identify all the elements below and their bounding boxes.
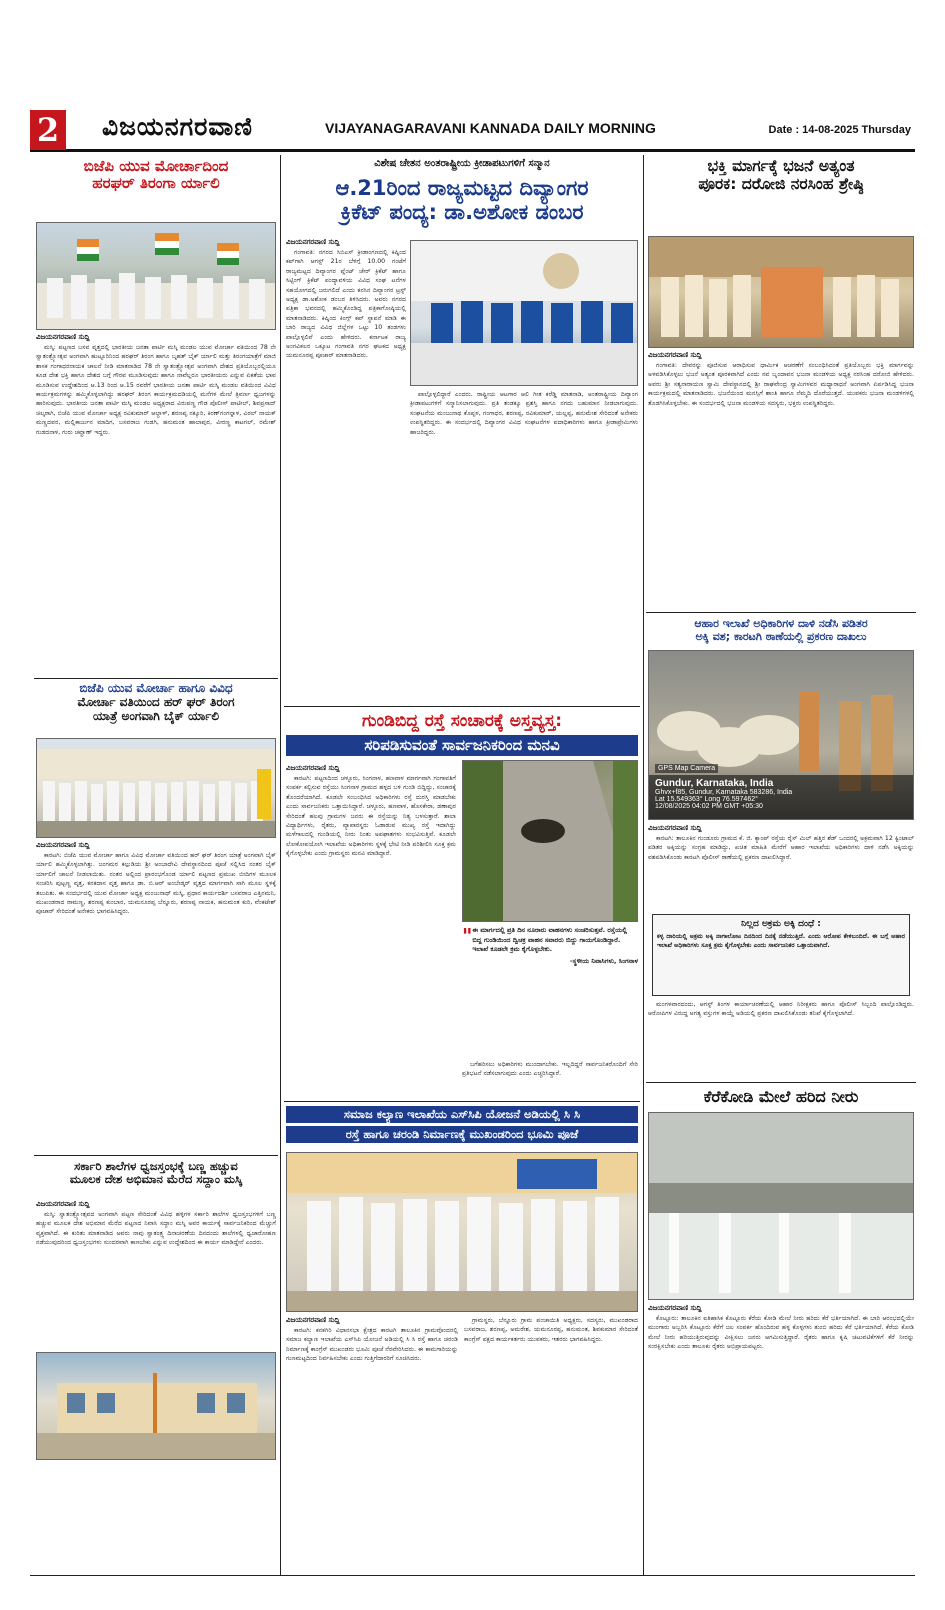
photo-press-meet [410, 240, 638, 386]
pothole-illustration [463, 761, 638, 922]
headline-bjp-rally [36, 158, 276, 193]
quote-mark-icon: " [462, 924, 473, 948]
article-credit: ವಿಜಯನಗರವಾಣಿ ಸುದ್ದಿ [286, 1316, 340, 1324]
article-credit: ವಿಜಯನಗರವಾಣಿ ಸುದ್ದಿ [648, 1304, 702, 1312]
photo-tiranga-rally [36, 222, 276, 330]
article-body [462, 1060, 638, 1096]
headline-line: ಸರ್ಕಾರಿ ಶಾಲೆಗಳ ಧ್ವಜಸ್ತಂಭಕ್ಕೆ ಬಣ್ಣ ಹಚ್ಚುವ [74, 1159, 238, 1173]
body-paragraph: ಕೊಟ್ಟೂರು: ತಾಲೂಕಿನ ಐತಿಹಾಸಿಕ ಕೊಟ್ಟೂರು ಕೆರೆಯ ಕೋಡಿ ಮೇಲೆ ನೀರು ಹರಿದು ಕೆರೆ ಭರ್ತಿಯಾಗಿದೆ. ಈ ಬಾರಿ ಆರಂಭದಲ್ಲಿಯೇ ಮುಂಗಾರು ಅಬ್ಬರಿಸಿ ಕೊಟ್ಟೂರು ಕೆರೆಗೆ ಜಲ ಸಂಪರ್ಕ ಹೊಂದಿರುವ ಹಳ್ಳ ಕೊಳ್ಳಗಳು ತುಂಬಿ ಹರಿದು ಕೆರೆ ಭರ್ತಿಯಾಗಿದೆ. ಕೆರೆಯ ಕೋಡಿ ಮೇಲೆ ನೀರು ಹರಿಯುತ್ತಿರುವುದನ್ನು ವೀಕ್ಷಿಸಲು ಜನರು ಆಗಮಿಸುತ್ತಿದ್ದಾರೆ. ರೈತರು ಹಾಗೂ ಕೃಷಿ ಚಟುವಟಿಕೆಗಳಿಗೆ ಕೆರೆ ನೀರನ್ನು ಸಂರಕ್ಷಿಸಬೇಕು ಎಂದು ತಾಲೂಕು ರೈತರು ಅಭಿಪ್ರಾಯಪಟ್ಟರು. [648, 1315, 914, 1351]
article-body [648, 1314, 914, 1571]
issue-date: Date : 14-08-2025 Thursday [768, 124, 911, 136]
article-body [36, 1210, 276, 1350]
body-paragraph: ಮಂಗಳವಾರದಂದು, ಆಗಸ್ಟ್ ತಿಂಗಳ ಕಾರ್ಯಾಚರಣೆಯಲ್ಲಿ ಆಹಾರ ನಿರೀಕ್ಷಕರು ಹಾಗೂ ಪೊಲೀಸ್ ಸಿಬ್ಬಂದಿ ಪಾಲ್ಗೊಂಡಿದ್ದರು. ಆರೋಪಿಗಳ ವಿರುದ್ಧ ಅಗತ್ಯ ವಸ್ತುಗಳ ಕಾಯ್ದೆ ಅಡಿಯಲ್ಲಿ ಪ್ರಕರಣ ದಾಖಲಿಸಿಕೊಂಡು ತನಿಖೆ ಕೈಗೊಳ್ಳಲಾಗಿದೆ. [648, 1001, 914, 1018]
headline-line: ಹರಘರ್ ತಿರಂಗಾ ರ್ಯಾಲಿ [92, 174, 220, 193]
masthead [30, 110, 915, 152]
article-body [36, 851, 276, 1149]
headline-flagpole-paint [36, 1160, 276, 1186]
quote-author: -ಸ್ಥಳೀಯ ನಿವಾಸಿಗಳು, ಸಿಂಗನಾಳ [569, 956, 638, 965]
headline-line: ಮೂಲಕ ದೇಶ ಅಭಿಮಾನ ಮೆರೆದ ಸದ್ದಾಂ ಮಸ್ಕಿ [69, 1172, 243, 1187]
body-paragraph: ಗಂಗಾವತಿ: ದೇವರನ್ನು ಪೂಜಿಸುವ ಆರಾಧಿಸುವ ಧಾರ್ಮಿಕ ಆಚರಣೆಗೆ ಸಂಬಂಧಿಸಿದಂತೆ ಪ್ರತಿಯೊಬ್ಬರು ಭಕ್ತಿ ಮಾರ್ಗವನ್ನು ಅಳವಡಿಸಿಕೊಳ್ಳಲು ಭಜನೆ ಅತ್ಯಂತ ಪೂರಕವಾಗಿದೆ ಎಂದು ನವ ಬೃಂದಾವನ ಭಜನಾ ಮಂಡಳಿಯ ಅಧ್ಯಕ್ಷ ನರಸಿಂಹ ದರೋಜಿ ಹೇಳಿದರು. ಅವರು ಶ್ರೀ ಸತ್ಯನಾರಾಯಣ ಸ್ವಾಮಿ ದೇವಸ್ಥಾನದಲ್ಲಿ ಶ್ರೀ ರಾಘವೇಂದ್ರ ಸ್ವಾಮಿಗಳವರ ಮಧ್ಯಾರಾಧನೆ ಅಂಗವಾಗಿ ಏರ್ಪಡಿಸಿದ್ದ ಭಜನಾ ಕಾರ್ಯಕ್ರಮದಲ್ಲಿ ಮಾತನಾಡಿದರು. ಭಜನೆಯಿಂದ ಮನಸ್ಸಿಗೆ ಶಾಂತಿ ಹಾಗೂ ನೆಮ್ಮದಿ ದೊರೆಯುತ್ತದೆ. ಯುವಕರು ಭಜನಾ ಮಂಡಳಿಗಳಲ್ಲಿ ತೊಡಗಿಸಿಕೊಳ್ಳಬೇಕು. ಈ ಸಂದರ್ಭದಲ್ಲಿ ಭಜನಾ ಮಂಡಳಿಯ ಸದಸ್ಯರು, ಭಕ್ತರು ಉಪಸ್ಥಿತರಿದ್ದರು. [648, 362, 914, 407]
subheadline-scp-road: ರಸ್ತೆ ಹಾಗೂ ಚರಂಡಿ ನಿರ್ಮಾಣಕ್ಕೆ ಮುಖಂಡರಿಂದ ಭೂಮಿ ಪೂಜೆ [286, 1126, 638, 1143]
body-paragraph: ಮಸ್ಕಿ: ಪಟ್ಟಣದ ಬಸವ ವೃತ್ತದಲ್ಲಿ ಭಾರತೀಯ ಜನತಾ ಪಾರ್ಟಿ ಮಸ್ಕಿ ಮಂಡಲ ಯುವ ಮೋರ್ಚಾ ವತಿಯಿಂದ 78 ನೇ ಸ್ವಾತಂತ್ರ್ಯೋತ್ಸವ ಅಂಗವಾಗಿ ಹುಟ್ಟೂರಿನಿಂದ ಹರಘರ್ ತಿರಂಗ ಹಾಗೂ ಬೃಹತ್ ಬೈಕ್ ರ್ಯಾಲಿ ಮತ್ತು ತಿರಂಗಯಾತ್ರೆಗೆ ಮಾಜಿ ಶಾಸಕ ಗಂಗಾಧರನಾಯಕ ಚಾಲನೆ ನೀಡಿ ಮಾತನಾಡಿದ 78 ನೇ ಸ್ವಾತಂತ್ರ್ಯೋತ್ಸವ ಅಂಗವಾಗಿ ದೇಶದ ಪ್ರತಿಯೊಬ್ಬರಲ್ಲಿಯೂ ಕೂಡ ದೇಶ ಭಕ್ತಿ ಹಾಗೂ ದೇಶದ ಬಗ್ಗೆ ಗೌರವ ಮೂಡಿಸುವುದು ಹಾಗೂ ನಾವೆಲ್ಲರೂ ಭಾರತೀಯರು ಎನ್ನುವ ಏಕತೆಯ ಭಾವ ಮೂಡಿಸುವ ಉದ್ದೇಶದಿಂದ ಆ.13 ರಿಂದ ಆ.15 ರವರೆಗೆ ಭಾರತೀಯ ಜನತಾ ಪಾರ್ಟಿ ಮಸ್ಕಿ ಮಂಡಲ ವತಿಯಿಂದ ವಿವಿಧ ಕಾರ್ಯಕ್ರಮಗಳನ್ನು ಹಮ್ಮಿಕೊಳ್ಳಲಾಗಿದ್ದು ಹರಘರ್ ತಿರಂಗ ಕಾರ್ಯಕ್ರಮದಡಿಯಲ್ಲಿ ಮನೆಗಳ ಮೇಲೆ ತ್ರಿವರ್ಣ ಧ್ವಜಗಳನ್ನು ಹಾರಿಸುವುದು. ಭಾರತೀಯ ಜನತಾ ಪಾರ್ಟಿ ಮಸ್ಕಿ ಮಂಡಲ ಅಧ್ಯಕ್ಷರಾದ ವಿರುಪಣ್ಣ ಗೌಡ ಪೊಲೀಸ್ ಪಾಟೀಲ್, ಶಿವಪ್ರಸಾದ್ ಚಿಲ್ಕರಾಗಿ, ಬಿಜೆಪಿ ಯುವ ಮೋರ್ಚಾ ಅಧ್ಯಕ್ಷ ರವಿಕುಮಾರ್ ಆಲ್ದಾಳ್, ಶರಣಪ್ಪ ನಕ್ಕೂರಿ, ಕಿರಣ್‌ಗಂಗನ್ನಾಳ, ವಿಠಲ್ ನಾಯಕ್ ಮಣ್ಣದವರ, ಮಲ್ಲಿಕಾರ್ಜುನ ಮಾದಿಗ, ಬಸವರಾಜ ಗುಡಗಿ, ಹನುಮಂತ ಹಾಲಾಪುರ, ವೀರಣ್ಣ ಕಾಟಗಲ್, ರಮೇಶ್ ಗುಡದನಾಳ, ಗುರು ಚವ್ಹಾಣ್ ಇದ್ದರು. [36, 344, 276, 436]
photo-rice-seizure [648, 650, 914, 820]
article-credit: ವಿಜಯನಗರವಾಣಿ ಸುದ್ದಿ [648, 351, 702, 359]
headline-line: ಯಾತ್ರೆ ಅಂಗವಾಗಿ ಬೈಕ್ ರ್ಯಾಲಿ [92, 708, 220, 723]
quote-text: ಈ ಮಾರ್ಗದಲ್ಲಿ ಪ್ರತಿ ದಿನ ನೂರಾರು ವಾಹನಗಳು ಸಂಚರಿಸುತ್ತವೆ. ರಸ್ತೆಯಲ್ಲಿ ಬಿದ್ದ ಗುಂಡಿಯಿಂದ ದ್ವಿಚಕ್ರ ವಾಹನ ಸವಾರರು ಬಿದ್ದು ಗಾಯಗೊಂಡಿದ್ದಾರೆ. ಇಲಾಖೆ ಕೂಡಲೇ ಕ್ರಮ ಕೈಗೊಳ್ಳಬೇಕು. [472, 926, 627, 953]
lake-waterfall-illustration [649, 1113, 914, 1300]
article-body [286, 774, 456, 1074]
gps-coordinates: Lat 15.549363° Long 76.597462° [655, 796, 758, 803]
body-paragraph: ಗ್ರಾಮಸ್ಥರು, ಬೆನ್ನೂರು ಗ್ರಾಮ ಪಂಚಾಯಿತಿ ಅಧ್ಯಕ್ಷರು, ಸದಸ್ಯರು, ಮುಖಂಡರಾದ ಬಸವರಾಜ, ಶರಣಪ್ಪ, ಅಮರೇಶ, ಯಮನೂರಪ್ಪ, ಹನುಮಂತ, ಶಿವಕುಮಾರ ಸೇರಿದಂತೆ ಕಾಂಗ್ರೆಸ್ ಪಕ್ಷದ ಕಾರ್ಯಕರ್ತರು ಯುವಕರು, ಇತರರು ಭಾಗವಹಿಸಿದ್ದರು. [464, 1317, 638, 1343]
photo-lake-overflow [648, 1112, 914, 1300]
body-paragraph: ಗಂಗಾವತಿ: ನಗರದ ಸಿಬಿಎಸ್ ಕ್ರೀಡಾಂಗಣದಲ್ಲಿ ಕಿಷ್ಕಿಂದ ಕಪ್‌ಗಾಗಿ ಆಗಸ್ಟ್ 21ರ ಬೆಳಿಗ್ಗೆ 10.00 ಗಂಟೆಗೆ ರಾಜ್ಯಮಟ್ಟದ ದಿವ್ಯಾಂಗರ ಪ್ಲೆಂಟ್ ಚೇರ್ ಕ್ರಿಕೆಟ್ ಹಾಗೂ ಸಿಟ್ಟಿಂಗ್ ಕ್ರಿಕೆಟ್ ಪಂದ್ಯಾವಳಿಯ ವಿವಿಧ ಸಂಘ ಟನೆಗಳ ಸಹಯೋಗದಲ್ಲಿ ಜರುಗಲಿದೆ ಎಂದು ಕನಸಿನ ದಿವ್ಯಾಂಗರ ಟ್ರಸ್ಟ್ ಅಧ್ಯಕ್ಷ ಡಾ.ಅಶೋಕ ಡಂಬರ ತಿಳಿಸಿದರು. ಅವರು ನಗರದ ಪತ್ರಿಕಾ ಭವನದಲ್ಲಿ ಹಮ್ಮಿಕೊಂಡಿದ್ದ ಪತ್ರಿಕಾಗೋಷ್ಠಿಯಲ್ಲಿ ಮಾತನಾಡಿದರು. ಕಿಷ್ಕಿಂದ ಕಿಂಗ್ಸ್ ಕಪ್ ಸ್ಥಾಪನೆ ಮಾಡಿ ಈ ಬಾರಿ ರಾಜ್ಯದ ವಿವಿಧ ಜಿಲ್ಲೆಗಳ ಒಟ್ಟು 10 ತಂಡಗಳು ಪಾಲ್ಗೊಳ್ಳಲಿವೆ ಎಂದು ಹೇಳಿದರು. ಕರ್ನಾಟಕ ರಾಜ್ಯ ಅಂಗವಿಕಲರ ಒಕ್ಕೂಟ ಗಂಗಾವತಿ ನಗರ ಘಟಕದ ಅಧ್ಯಕ್ಷ ಯಮನೂರಪ್ಪ ಪೂಜಾರ್ ಮಾತನಾಡಿದರು. [286, 249, 406, 360]
press-meet-illustration [411, 241, 638, 386]
gps-timestamp: 12/08/2025 04:02 PM GMT +05:30 [655, 803, 763, 810]
article-credit: ವಿಜಯನಗರವಾಣಿ ಸುದ್ದಿ [36, 841, 90, 849]
headline-road-pothole: ಗುಂಡಿಬಿದ್ದ ರಸ್ತೆ ಸಂಚಾರಕ್ಕೆ ಅಸ್ತವ್ಯಸ್ತ: [361, 711, 562, 731]
photo-bike-rally [36, 738, 276, 838]
body-paragraph: ಮಸ್ಕಿ: ಸ್ವಾತಂತ್ರ್ಯೋತ್ಸವದ ಅಂಗವಾಗಿ ಪಟ್ಟಣ ಸೇರಿದಂತೆ ವಿವಿಧ ಹಳ್ಳಿಗಳ ಸರ್ಕಾರಿ ಶಾಲೆಗಳ ಧ್ವಜಸ್ತಂಭಗಳಿಗೆ ಬಣ್ಣ ಹಚ್ಚುವ ಮೂಲಕ ದೇಶ ಅಭಿಮಾನ ಮೆರೆದ ಪಟ್ಟಣದ ನಿವಾಸಿ ಸದ್ದಾಂ ಮಸ್ಕಿ ಅವರ ಕಾರ್ಯಕ್ಕೆ ಸಾರ್ವಜನಿಕರಿಂದ ಮೆಚ್ಚುಗೆ ವ್ಯಕ್ತವಾಗಿದೆ. ಈ ಕುರಿತು ಮಾತನಾಡಿದ ಅವರು ನಾವು ಸ್ವಾತಂತ್ರ್ಯ ದಿನಾಚರಣೆಯ ದಿನದಂದು ಶಾಲೆಗಳಲ್ಲಿ ಧ್ವಜಾರೋಹಣ ನಡೆಯುವುದರಿಂದ ಧ್ವಜಸ್ತಂಭಗಳು ಸುಂದರವಾಗಿ ಕಾಣಬೇಕು ಎನ್ನುವ ಉದ್ದೇಶದಿಂದ ಈ ಕಾರ್ಯ ಮಾಡಿದ್ದೇನೆ ಎಂದರು. [36, 1211, 276, 1247]
article-body [648, 361, 914, 611]
bhajan-group-illustration [649, 237, 914, 348]
headline-line: ಮೋರ್ಚಾ ವತಿಯಿಂದ ಹರ್ ಘರ್ ತಿರಂಗ [77, 694, 235, 709]
headline-disabled-cricket [286, 176, 638, 224]
headline-bike-rally [36, 682, 276, 723]
body-paragraph: ಬಗೆಹರಿಸಲು ಅಧಿಕಾರಿಗಳು ಮುಂದಾಗಬೇಕು. ಇಲ್ಲದಿದ್ದರೆ ಸಾರ್ವಜನಿಕರೊಂದಿಗೆ ಸೇರಿ ಪ್ರತಿಭಟನೆ ನಡೆಸಲಾಗುವುದು ಎಂದು ಎಚ್ಚರಿಸಿದ್ದಾರೆ. [462, 1061, 638, 1078]
section-rule [646, 1082, 916, 1083]
headline-line: ಬಿಜೆಪಿ ಯುವ ಮೋರ್ಚಾ ಹಾಗೂ ವಿವಿಧ [79, 681, 233, 695]
headline-line: ಕ್ರಿಕೆಟ್ ಪಂದ್ಯ: ಡಾ.ಅಶೋಕ ಡಂಬರ [340, 200, 584, 225]
headline-scp-road: ಸಮಾಜ ಕಲ್ಯಾಣ ಇಲಾಖೆಯ ಎಸ್‌ಸಿಪಿ ಯೋಜನೆ ಅಡಿಯಲ್ಲಿ ಸಿ ಸಿ [286, 1106, 638, 1123]
body-paragraph: ಕಾರಟಗಿ: ಬಿಜೆಪಿ ಯುವ ಮೋರ್ಚಾ ಹಾಗೂ ವಿವಿಧ ಮೋರ್ಚಾ ವತಿಯಿಂದ ಹರ್ ಘರ್ ತಿರಂಗ ಯಾತ್ರೆ ಅಂಗವಾಗಿ ಬೈಕ್ ರ್ಯಾಲಿ ಹಮ್ಮಿಕೊಳ್ಳಲಾಗಿತ್ತು. ಜಂಗಮರ ಕಲ್ಗುಡಿಯ ಶ್ರೀ ಅಂಬಾದೇವಿ ದೇವಸ್ಥಾನದಿಂದ ಪೂಜೆ ಸಲ್ಲಿಸಿದ ನಂತರ ಬೈಕ್ ರ್ಯಾಲಿಗೆ ಚಾಲನೆ ನೀಡಲಾಯಿತು. ನಂತರ ಅಲ್ಲಿಂದ ಪ್ರಾರಂಭಗೊಂಡ ರ್ಯಾಲಿ ಪಟ್ಟಣದ ಪ್ರಮುಖ ಬೀದಿಗಳ ಮೂಲಕ ಸಂಚರಿಸಿ ಪುಟ್ಟಣ್ಣ ವೃತ್ತ, ಕನಕದಾಸ ವೃತ್ತ ಹಾಗೂ ಡಾ. ಬಿ.ಆರ್ ಅಂಬೇಡ್ಕರ್ ವೃತ್ತದ ಮಾರ್ಗವಾಗಿ ಸಾಗಿ ಮೂಲ ಸ್ಥಳಕ್ಕೆ ತಲುಪಿತು. ಈ ಸಂದರ್ಭದಲ್ಲಿ ಯುವ ಮೋರ್ಚಾ ಅಧ್ಯಕ್ಷ ಮಂಜುನಾಥ್ ಮಸ್ಕಿ, ಪ್ರಧಾನ ಕಾರ್ಯದರ್ಶಿ ಬಸವರಾಜ ಎತ್ತಿನಮನಿ, ಮುಖಂಡರಾದ ರಾಮಣ್ಣ, ಶರಣಪ್ಪ ಕುಂಬಾರ, ಯಮನೂರಪ್ಪ ಬೆನ್ನೂರು, ಶರಣಪ್ಪ ನಾಯಕ, ಹನುಮಂತ ಕುರಿ, ವೆಂಕಟೇಶ್ ಪೂಜಾರ್ ಸೇರಿದಂತೆ ಅನೇಕರು ಭಾಗವಹಿಸಿದ್ದರು. [36, 852, 276, 916]
article-body [286, 248, 406, 703]
pull-quote [462, 926, 638, 1058]
sidebar-box-title: ನಿಲ್ಲದ ಅಕ್ರಮ ಅಕ್ಕಿ ದಂಧೆ : [741, 919, 821, 929]
photo-bhoomi-pooja [286, 1152, 638, 1312]
gps-location: Gundur, Karnataka, India [655, 778, 774, 789]
group-photo-illustration [37, 739, 276, 838]
headline-line: ಪೂರಕ: ದರೋಜಿ ನರಸಿಂಹ ಶ್ರೇಷ್ಠಿ [698, 174, 864, 193]
gps-address: Ghvx+f85, Gundur, Karnataka 583286, India [655, 789, 793, 796]
section-rule [34, 1155, 278, 1156]
article-credit: ವಿಜಯನಗರವಾಣಿ ಸುದ್ದಿ [286, 238, 340, 246]
body-paragraph: ಕಾರಟಗಿ: ತಾಲೂಕಿನ ಗುಂಡೂರು ಗ್ರಾಮದ ಕೆ. ಜಿ. ಕ್ಯಾಂಪ್ ರಸ್ತೆಯ ರೈಸ್ ಮಿಲ್ ಹತ್ತಿರ ಶೆಡ್ ಒಂದರಲ್ಲಿ ಅಕ್ರಮವಾಗಿ 12 ಕ್ವಿಂಟಾಲ್ ಪಡಿತರ ಅಕ್ಕಿಯನ್ನು ಸಂಗ್ರಹ ಮಾಡಿದ್ದು, ಖಚಿತ ಮಾಹಿತಿ ಮೇರೆಗೆ ಆಹಾರ ಇಲಾಖೆಯ ಅಧಿಕಾರಿಗಳು ದಾಳಿ ನಡೆಸಿ ಅಕ್ಕಿಯನ್ನು ವಶಪಡಿಸಿಕೊಂಡು ಕಾರಟಗಿ ಪೊಲೀಸ್ ಠಾಣೆಯಲ್ಲಿ ಪ್ರಕರಣ ದಾಖಲಿಸಿದ್ದಾರೆ. [648, 835, 914, 861]
article-body [464, 1316, 638, 1571]
body-paragraph: ಪಾಲ್ಗೊಳ್ಳಲಿದ್ದಾರೆ ಎಂದರು. ರಾಷ್ಟ್ರೀಯ ಆಟಗಾರ ಆಲಿ ಗೀತ ಕರೆಡ್ಡಿ ಮಾತನಾಡಿ, ಅಂತರಾಷ್ಟ್ರೀಯ ದಿವ್ಯಾಂಗ ಕ್ರೀಡಾಪಟುಗಳಿಗೆ ಸನ್ಮಾನಿಸಲಾಗುವುದು. ಪ್ರತಿ ತಂಡಕ್ಕೂ ಪ್ರಶಸ್ತಿ ಹಾಗೂ ನಗದು ಬಹುಮಾನ ನೀಡಲಾಗುವುದು. ಸಂಘಟನೆಯ ಮಂಜುನಾಥ ಕೊಪ್ಪಳ, ಗಂಗಾಧರ, ಶರಣಪ್ಪ, ರವಿಕುಮಾರ್, ಯಲ್ಲಪ್ಪ, ಹನುಮೇಶ ಸೇರಿದಂತೆ ಅನೇಕರು ಉಪಸ್ಥಿತರಿದ್ದರು. ಈ ಸಂದರ್ಭದಲ್ಲಿ ದಿವ್ಯಾಂಗರ ವಿವಿಧ ಸಂಘಟನೆಗಳ ಪದಾಧಿಕಾರಿಗಳು ಹಾಗೂ ಕ್ರೀಡಾಪ್ರೇಮಿಗಳು ಹಾಜರಿದ್ದರು. [410, 391, 638, 436]
newspaper-tagline: VIJAYANAGARAVANI KANNADA DAILY MORNING [325, 120, 656, 136]
gps-stamp [649, 775, 914, 819]
article-body [36, 343, 276, 675]
section-rule [34, 678, 278, 679]
photo-pothole-road [462, 760, 638, 922]
headline-bhajan [648, 158, 914, 194]
headline-line: ಅಕ್ಕಿ ವಶ; ಕಾರಟಗಿ ಠಾಣೆಯಲ್ಲಿ ಪ್ರಕರಣ ದಾಖಲು [695, 629, 867, 643]
section-rule [284, 1101, 640, 1102]
rally-crowd-illustration [37, 223, 276, 330]
photo-school-flagpole [36, 1352, 276, 1460]
bottom-rule [30, 1575, 915, 1576]
group-ceremony-illustration [287, 1153, 638, 1312]
body-paragraph: ಕಾರಟಗಿ: ಪಟ್ಟಣದಿಂದ ಚಳ್ಳೂರು, ಸಿಂಗನಾಳ, ಹಣವಾಳ ಮಾರ್ಗವಾಗಿ ಗಂಗಾವತಿಗೆ ಸಂಪರ್ಕ ಕಲ್ಪಿಸುವ ರಸ್ತೆಯು ಸಿಂಗನಾಳ ಗ್ರಾಮದ ಹಳ್ಳದ ಬಳಿ ಗುಂಡಿ ಬಿದ್ದಿದ್ದು, ಸಂಚಾರಕ್ಕೆ ತೊಂದರೆಯಾಗಿದೆ. ಕೂಡಲೇ ಸಂಬಂಧಿಸಿದ ಅಧಿಕಾರಿಗಳು ರಸ್ತೆ ದುರಸ್ತಿ ಮಾಡಬೇಕು ಎಂದು ಸಾರ್ವಜನಿಕರು ಒತ್ತಾಯಿಸಿದ್ದಾರೆ. ಚಳ್ಳೂರು, ಹಣವಾಳ, ಹೊಸಕೇರಾ, ಡಣಾಪುರ ಸೇರಿದಂತೆ ಹಲವು ಗ್ರಾಮಗಳ ಜನರು ಈ ರಸ್ತೆಯನ್ನು ನಿತ್ಯ ಬಳಸುತ್ತಾರೆ. ಶಾಲಾ ವಿದ್ಯಾರ್ಥಿಗಳು, ರೈತರು, ವ್ಯಾಪಾರಸ್ಥರು ಓಡಾಡುವ ಮುಖ್ಯ ರಸ್ತೆ ಇದಾಗಿದ್ದು ಮಳೆಗಾಲದಲ್ಲಿ ಗುಂಡಿಯಲ್ಲಿ ನೀರು ನಿಂತು ಅಪಘಾತಗಳು ಸಂಭವಿಸುತ್ತಿವೆ. ಕೂಡಲೇ ಲೋಕೋಪಯೋಗಿ ಇಲಾಖೆಯ ಅಧಿಕಾರಿಗಳು ಸ್ಥಳಕ್ಕೆ ಭೇಟಿ ನೀಡಿ ಪರಿಶೀಲಿಸಿ ಸೂಕ್ತ ಕ್ರಮ ಕೈಗೊಳ್ಳಬೇಕು ಎಂದು ಗ್ರಾಮಸ್ಥರು ಮನವಿ ಮಾಡಿದ್ದಾರೆ. [286, 775, 456, 858]
article-body [648, 834, 914, 912]
headline-line: ಆ.21ರಿಂದ ರಾಜ್ಯಮಟ್ಟದ ದಿವ್ಯಾಂಗರ [335, 176, 589, 200]
headline-line: ಬಿಜೆಪಿ ಯುವ ಮೋರ್ಚಾದಿಂದ [83, 157, 229, 175]
headline-ration-rice [648, 618, 914, 643]
school-building-illustration [37, 1353, 276, 1460]
newspaper-logo: ವಿಜಯನಗರವಾಣಿ [102, 112, 253, 141]
page-number: 2 [30, 110, 66, 150]
sidebar-box-text: ಕಳ್ಳ ದಾರಿಯಲ್ಲಿ ಅಕ್ರಮ ಅಕ್ಕಿ ನಾಗಾಲೋಟ ದಿನದಿಂದ ದಿನಕ್ಕೆ ನಡೆಯುತ್ತಿದೆ. ಎಂದು ಆರೋಪ ಕೇಳಿಬಂದಿದೆ. ಈ ಬಗ್ಗೆ ಆಹಾರ ಇಲಾಖೆ ಅಧಿಕಾರಿಗಳು ಸೂಕ್ತ ಕ್ರಮ ಕೈಗೊಳ್ಳಬೇಕು ಎಂದು ಸಾರ್ವಜನಿಕರ ಒತ್ತಾಯವಾಗಿದೆ. [657, 933, 905, 950]
article-body [648, 1000, 914, 1080]
headline-line: ಭಕ್ತಿ ಮಾರ್ಗಕ್ಕೆ ಭಜನೆ ಅತ್ಯಂತ [707, 157, 855, 175]
subheadline-road-pothole: ಸರಿಪಡಿಸುವಂತೆ ಸಾರ್ವಜನಿಕರಿಂದ ಮನವಿ [286, 735, 638, 756]
article-credit: ವಿಜಯನಗರವಾಣಿ ಸುದ್ದಿ [648, 824, 702, 832]
column-rule [643, 155, 644, 1575]
headline-lake-overflow: ಕೆರೆಕೋಡಿ ಮೇಲೆ ಹರಿದ ನೀರು [703, 1087, 859, 1106]
body-paragraph: ಕಾರಟಗಿ: ಕನಕಗಿರಿ ವಿಧಾನಸಭಾ ಕ್ಷೇತ್ರದ ಕಾರಟಗಿ ತಾಲೂಕಿನ ಗ್ರಾಮವೊಂದರಲ್ಲಿ ಸಮಾಜ ಕಲ್ಯಾಣ ಇಲಾಖೆಯ ಎಸ್‌ಸಿಪಿ ಯೋಜನೆ ಅಡಿಯಲ್ಲಿ ಸಿ ಸಿ ರಸ್ತೆ ಹಾಗೂ ಚರಂಡಿ ನಿರ್ಮಾಣಕ್ಕೆ ಕಾಂಗ್ರೆಸ್ ಮುಖಂಡರು ಭೂಮಿ ಪೂಜೆ ನೆರವೇರಿಸಿದರು. ಈ ಕಾಮಗಾರಿಯನ್ನು ಗುಣಮಟ್ಟದಿಂದ ನಿರ್ವಹಿಸಬೇಕು ಎಂದು ಗುತ್ತಿಗೆದಾರರಿಗೆ ಸೂಚಿಸಿದರು. [286, 1327, 458, 1363]
article-credit: ವಿಜಯನಗರವಾಣಿ ಸುದ್ದಿ [36, 333, 90, 341]
gps-camera-label: GPS Map Camera [655, 764, 718, 773]
section-rule [284, 706, 640, 707]
sidebar-box [652, 914, 910, 996]
column-rule [280, 155, 281, 1575]
kicker-felicitation: ವಿಶೇಷ ಚೇತನ ಅಂತರಾಷ್ಟ್ರೀಯ ಕ್ರೀಡಾಪಟುಗಳಿಗೆ ಸನ್ಮಾನ [374, 158, 550, 169]
article-credit: ವಿಜಯನಗರವಾಣಿ ಸುದ್ದಿ [286, 764, 340, 772]
section-rule [646, 612, 916, 613]
photo-bhajan [648, 236, 914, 348]
headline-line: ಆಹಾರ ಇಲಾಖೆ ಅಧಿಕಾರಿಗಳ ದಾಳಿ ನಡೆಸಿ ಪಡಿತರ [694, 617, 868, 630]
article-body [286, 1326, 458, 1571]
article-body [410, 390, 638, 702]
article-credit: ವಿಜಯನಗರವಾಣಿ ಸುದ್ದಿ [36, 1200, 90, 1208]
